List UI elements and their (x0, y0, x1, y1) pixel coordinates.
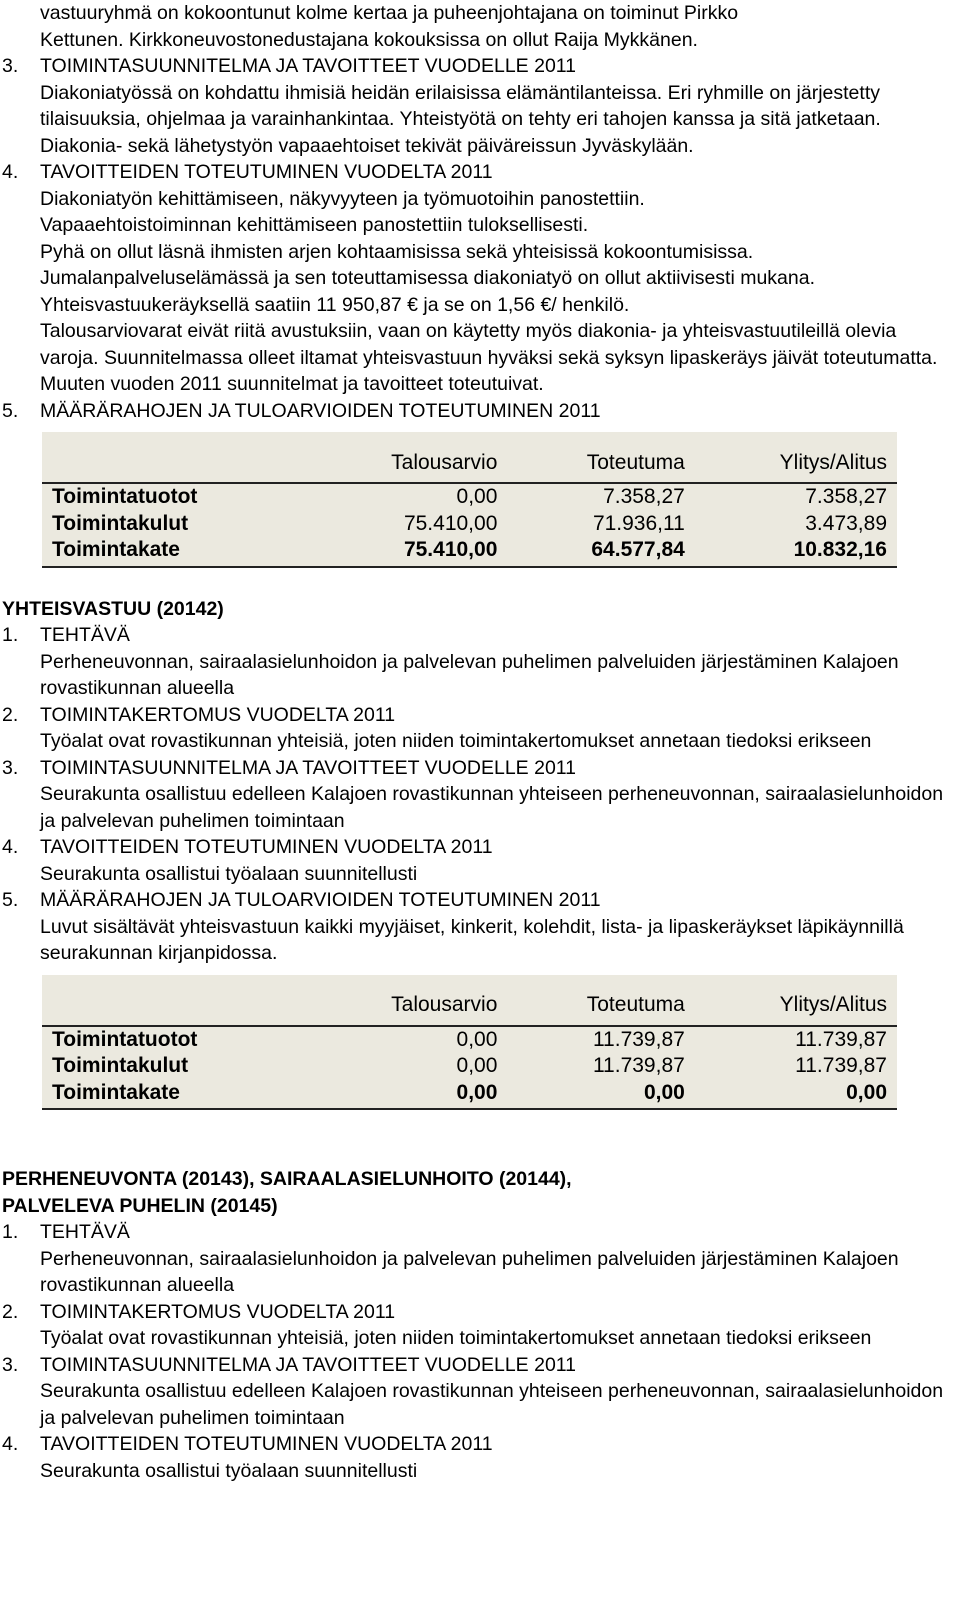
table-header-cell: Ylitys/Alitus (695, 432, 897, 483)
row-label: Toimintakate (42, 537, 307, 567)
s1-item-3 (2, 53, 960, 80)
table-cell: 0,00 (456, 485, 498, 508)
item-line: Jumalanpalveluselämässä ja sen toteuttamisessa diakoniatyö on ollut aktiivisesti mukana. Yhteisvastuukeräyksellä saatiin 11 950,87 € ja se on 1,56 €/ henkilö. (40, 267, 815, 316)
heading-line: PALVELEVA PUHELIN (20145) (2, 1194, 278, 1217)
item-number: 2. (2, 703, 19, 726)
row-label: Toimintatuotot (52, 485, 198, 508)
heading-line: PERHENEUVONTA (20143), SAIRAALASIELUNHOITO (20144), (2, 1168, 572, 1190)
table-header-cell (42, 432, 307, 483)
table-cell: 3.473,89 (805, 511, 887, 535)
item-title: TEHTÄVÄ (40, 624, 130, 646)
item-number: 4. (2, 1433, 19, 1455)
item-text-block (2, 186, 960, 398)
item-title: TOIMINTASUUNNITELMA JA TAVOITTEET VUODELLE 2011 (40, 756, 577, 779)
item-number: 2. (2, 1300, 19, 1323)
item-title: MÄÄRÄRAHOJEN JA TULOARVIOIDEN TOTEUTUMINEN 2011 (40, 399, 601, 422)
item-number: 1. (2, 1221, 19, 1243)
table-cell: 7.358,27 (603, 485, 685, 508)
table-cell: 71.936,11 (592, 511, 685, 535)
table-cell: 11.739,87 (592, 1027, 685, 1051)
table-header-cell: Toteutuma (507, 432, 694, 483)
table-header-cell: Toteutuma (507, 975, 694, 1026)
item-text: Seurakunta osallistui työalaan suunnitellusti (40, 862, 418, 885)
item-text: Seurakunta osallistuu edelleen Kalajoen rovastikunnan yhteiseen perheneuvonnan, sairaalasielunhoidon ja palvelevan puhelimen toimintaan (40, 783, 944, 832)
s2-item-1 (2, 622, 960, 649)
item-text: Perheneuvonnan, sairaalasielunhoidon ja palvelevan puhelimen palveluiden järjestäminen Kalajoen rovastikunnan alueella (40, 1247, 899, 1296)
row-label: Toimintakulut (52, 1054, 189, 1077)
table-cell: 0,00 (695, 1080, 897, 1110)
table-cell: 7.358,27 (805, 485, 887, 508)
item-title: MÄÄRÄRAHOJEN JA TULOARVIOIDEN TOTEUTUMINEN 2011 (40, 889, 601, 911)
table-header-row (42, 975, 897, 1026)
item-text: Työalat ovat rovastikunnan yhteisiä, joten niiden toimintakertomukset annetaan tiedoksi erikseen (40, 1327, 872, 1349)
table-row (42, 511, 897, 538)
table-cell: 75.410,00 (307, 537, 507, 567)
row-label: Toimintatuotot (52, 1027, 198, 1051)
intro-line: Kettunen. Kirkkoneuvostonedustajana kokouksissa on ollut Raija Mykkänen. (40, 28, 698, 51)
item-line: Pyhä on ollut läsnä ihmisten arjen kohtaamisissa sekä yhteisissä kokoontumisissa. (40, 240, 754, 263)
item-text: Diakoniatyössä on kohdattu ihmisiä heidän erilaisissa elämäntilanteissa. Eri ryhmille on järjestetty tilaisuuksia, ohjelmaa ja varainhankintaa. Yhteistyötä on tehty eri tahojen kanssa ja sitä jatketaan. Diakonia- sekä lähetystyön vapaaehtoiset tekivät päiväreissun Jyväskylään. (40, 81, 881, 157)
table-row (42, 1026, 897, 1054)
table-row (42, 483, 897, 511)
item-title: TAVOITTEIDEN TOTEUTUMINEN VUODELTA 2011 (40, 836, 493, 858)
item-title: TOIMINTASUUNNITELMA JA TAVOITTEET VUODELLE 2011 (40, 55, 577, 77)
item-title: TAVOITTEIDEN TOTEUTUMINEN VUODELTA 2011 (40, 1433, 493, 1455)
item-number: 4. (2, 161, 19, 183)
item-title: TOIMINTAKERTOMUS VUODELTA 2011 (40, 1300, 396, 1323)
table-cell: 11.739,87 (592, 1054, 685, 1077)
item-number: 5. (2, 399, 19, 422)
s3-item-1 (2, 1219, 960, 1246)
table-cell: 11.739,87 (795, 1054, 887, 1077)
s1-item-4 (2, 159, 960, 186)
item-number: 3. (2, 55, 19, 77)
table-cell: 64.577,84 (507, 537, 694, 567)
item-text: Seurakunta osallistui työalaan suunnitellusti (40, 1459, 418, 1482)
s3-item-3 (2, 1352, 960, 1379)
item-line: Vapaaehtoistoiminnan kehittämiseen panostettiin tuloksellisesti. (40, 214, 589, 236)
item-line: Talousarviovarat eivät riitä avustuksiin, vaan on käytetty myös diakonia- ja yhteisvastuutileillä olevia varoja. Suunnitelmassa olleet iltamat yhteisvastuun hyväksi sekä syksyn lipaskeräys jäivät toteutumatta. Muuten vuoden 2011 suunnitelmat ja tavoitteet toteutuivat. (40, 320, 938, 395)
item-number: 1. (2, 624, 19, 646)
table-header-row (42, 432, 897, 483)
item-title: TAVOITTEIDEN TOTEUTUMINEN VUODELTA 2011 (40, 161, 493, 183)
table-row (42, 537, 897, 567)
item-text: Työalat ovat rovastikunnan yhteisiä, joten niiden toimintakertomukset annetaan tiedoksi erikseen (40, 730, 872, 752)
section-heading-perheneuvonta (2, 1166, 960, 1219)
table-cell: 75.410,00 (403, 511, 498, 535)
row-label: Toimintakulut (52, 511, 189, 535)
item-title: TOIMINTASUUNNITELMA JA TAVOITTEET VUODELLE 2011 (40, 1353, 577, 1376)
item-number: 4. (2, 836, 19, 858)
table-header-cell: Talousarvio (307, 432, 507, 483)
table-cell: 0,00 (307, 1080, 507, 1110)
s1-item-5 (2, 398, 960, 425)
item-text: Luvut sisältävät yhteisvastuun kaikki myyjäiset, kinkerit, kolehdit, lista- ja lipaskeräykset läpikäynnillä seurakunnan kirjanpidossa. (40, 915, 904, 964)
table-row (42, 1053, 897, 1080)
intro-paragraph (2, 0, 960, 53)
item-number: 3. (2, 1353, 19, 1376)
table-cell: 11.739,87 (795, 1027, 887, 1051)
section-heading-yhteisvastuu: YHTEISVASTUU (20142) (2, 597, 224, 620)
table-header-cell (42, 975, 307, 1026)
table-header-cell: Talousarvio (307, 975, 507, 1026)
table-cell: 0,00 (456, 1054, 498, 1077)
table-cell: 10.832,16 (695, 537, 897, 567)
item-text: Seurakunta osallistuu edelleen Kalajoen rovastikunnan yhteiseen perheneuvonnan, sairaalasielunhoidon ja palvelevan puhelimen toimintaan (40, 1380, 944, 1429)
s2-item-2 (2, 702, 960, 729)
item-line: Diakoniatyön kehittämiseen, näkyvyyteen ja työmuotoihin panostettiin. (40, 187, 645, 210)
s3-item-2 (2, 1299, 960, 1326)
item-title: TOIMINTAKERTOMUS VUODELTA 2011 (40, 703, 396, 726)
table-cell: 0,00 (456, 1027, 498, 1051)
item-number: 3. (2, 756, 19, 779)
table-header-cell: Ylitys/Alitus (695, 975, 897, 1026)
item-number: 5. (2, 889, 19, 911)
budget-table-diakonia (42, 432, 897, 568)
budget-table-yhteisvastuu (42, 975, 897, 1111)
s2-item-3 (2, 755, 960, 782)
table-cell: 0,00 (507, 1080, 694, 1110)
row-label: Toimintakate (42, 1080, 307, 1110)
s2-item-5 (2, 887, 960, 914)
item-title: TEHTÄVÄ (40, 1221, 130, 1243)
s2-item-4 (2, 834, 960, 861)
item-text: Perheneuvonnan, sairaalasielunhoidon ja palvelevan puhelimen palveluiden järjestäminen Kalajoen rovastikunnan alueella (40, 650, 899, 699)
intro-line: vastuuryhmä on kokoontunut kolme kertaa ja puheenjohtajana on toiminut Pirkko (40, 2, 739, 24)
s3-item-4 (2, 1431, 960, 1458)
table-row (42, 1080, 897, 1110)
